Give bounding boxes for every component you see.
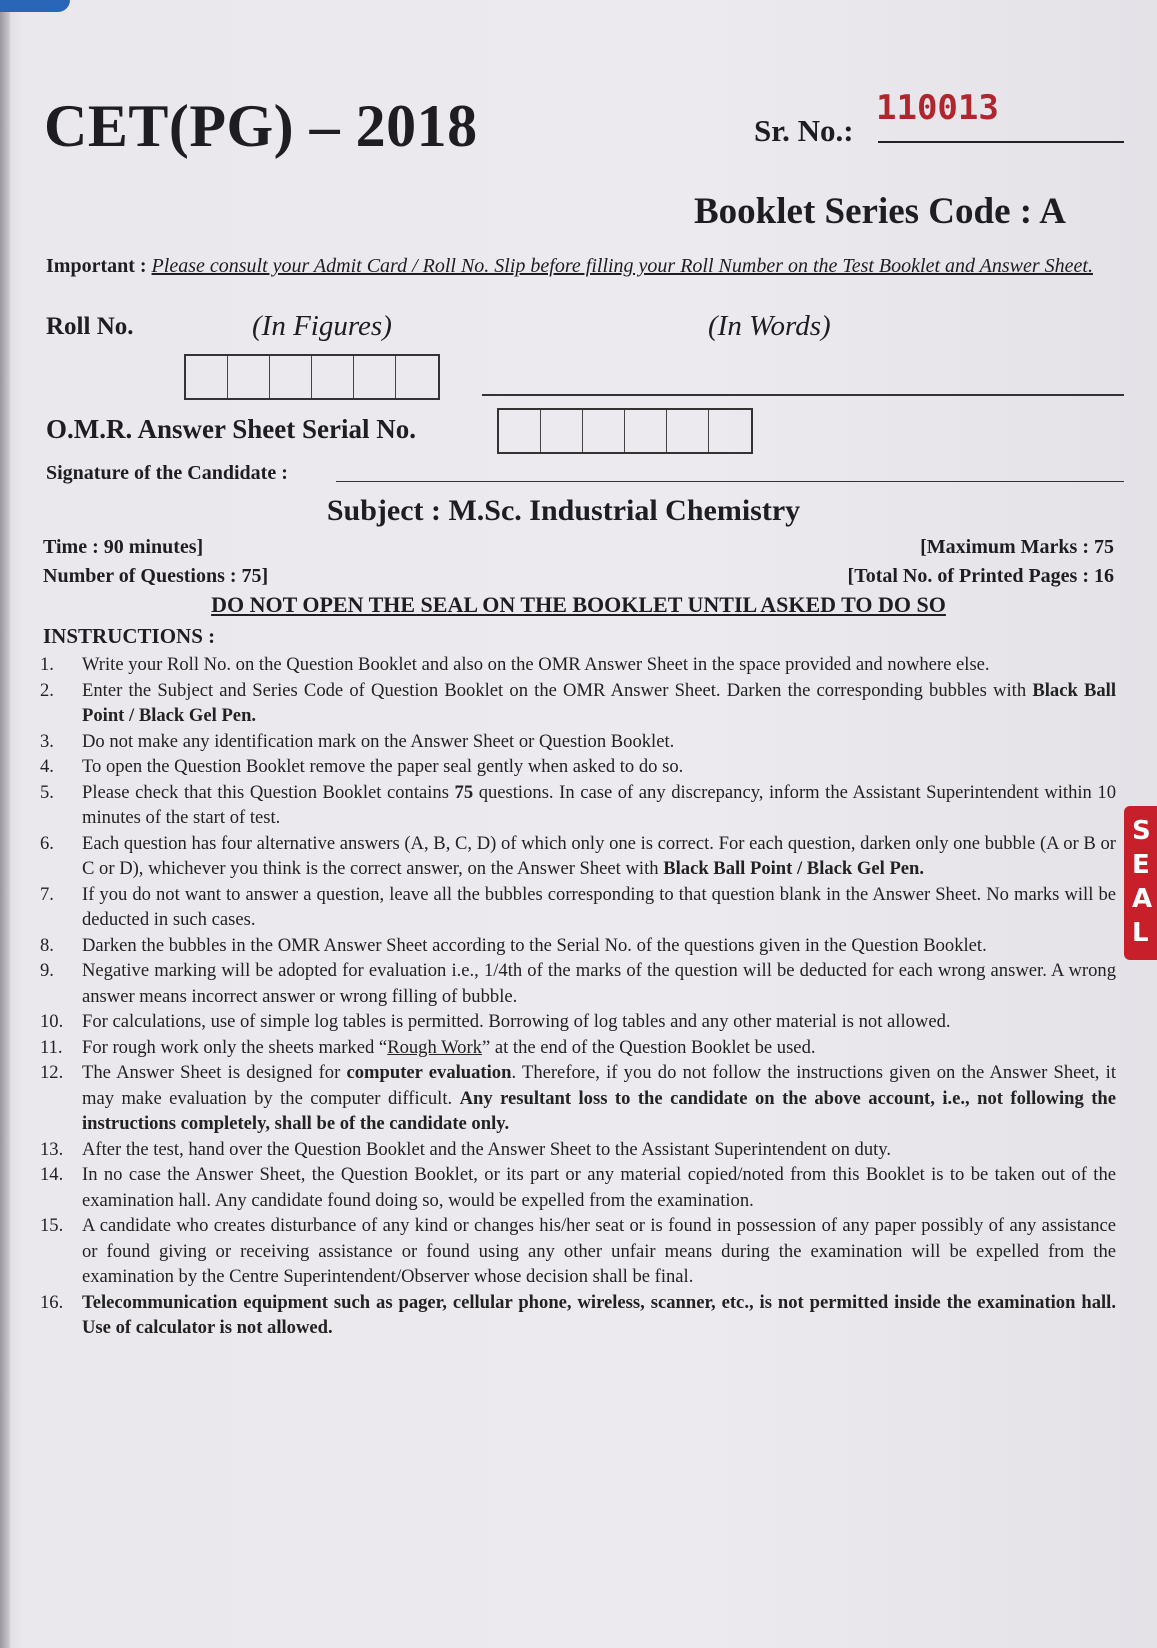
signature-line[interactable] [336,481,1124,482]
question-count-info: Number of Questions : 75] [43,565,269,587]
instruction-text-part: Negative marking will be adopted for evaluation i.e., 1/4th of the marks of the question will be deducted for each wrong answer. A wrong answer means incorrect answer or wrong filling of bubble. [82,960,1116,1007]
roll-digit-box[interactable] [354,356,396,398]
instructions-list [40,652,1116,1341]
instruction-item [40,831,1116,882]
instruction-text-part: For rough work only the sheets marked “ [82,1036,388,1058]
roll-figures-label: (In Figures) [252,310,392,342]
instruction-item [40,882,1116,933]
instruction-text [82,882,1116,933]
instruction-text-part: Please check that this Question Booklet contains [82,781,455,803]
exam-title: CET(PG) – 2018 [44,93,478,159]
instruction-number: 8. [40,934,54,956]
signature-label: Signature of the Candidate : [46,462,288,484]
instruction-text-part: Darken the bubbles in the OMR Answer Sheet according to the Serial No. of the questions given in the Question Booklet. [82,934,987,956]
instruction-text [82,754,1116,780]
instruction-text-part: After the test, hand over the Question Booklet and the Answer Sheet to the Assistant Superintendent on duty. [82,1138,892,1160]
instruction-item [40,754,1116,780]
instruction-number: 6. [40,832,54,854]
omr-serial-label: O.M.R. Answer Sheet Serial No. [46,414,416,444]
instruction-text-part: questions. In case of any discrepancy, inform the Assistant Superintendent within 10 minutes of the start of test. [82,781,1116,828]
omr-digit-box[interactable] [709,410,751,452]
instruction-text-part: If you do not want to answer a question, leave all the bubbles corresponding to that question blank in the Answer Sheet. No marks will be deducted in such cases. [82,883,1116,930]
instruction-text-part: To open the Question Booklet remove the paper seal gently when asked to do so. [82,756,684,777]
instruction-text [82,1213,1116,1290]
instruction-text [82,729,1116,755]
instruction-item [40,1213,1116,1290]
roll-words-label: (In Words) [708,310,831,342]
subject-heading [0,494,1157,528]
instruction-number: 3. [40,730,54,752]
instruction-item [40,652,1116,678]
instruction-number: 1. [40,654,54,675]
instruction-text-part: Enter the Subject and Series Code of Question Booklet on the OMR Answer Sheet. Darken the corresponding bubbles with [82,679,1033,701]
instruction-item [40,1035,1116,1061]
instruction-text [82,652,1116,678]
instruction-text-part: Any resultant loss to the candidate on the above account, i.e., not following the instructions completely, shall be of the candidate only. [82,1087,1116,1134]
instructions-heading: INSTRUCTIONS : [43,624,216,648]
instruction-text [82,1137,1116,1163]
instruction-text-part: Write your Roll No. on the Question Booklet and also on the OMR Answer Sheet in the space provided and nowhere else. [82,654,990,675]
instruction-text-part: computer evaluation [346,1062,512,1083]
omr-digit-box[interactable] [499,410,541,452]
instruction-text-part: ” at the end of the Question Booklet be used. [481,1036,816,1058]
instruction-text [82,1060,1116,1137]
instruction-text [82,780,1116,831]
roll-digit-box[interactable] [270,356,312,398]
omr-digit-box[interactable] [541,410,583,452]
instruction-number: 5. [40,781,54,803]
serial-number-value: 110013 [876,88,999,128]
seal-warning: DO NOT OPEN THE SEAL ON THE BOOKLET UNTIL ASKED TO DO SO [211,592,946,617]
instruction-item [40,1060,1116,1137]
omr-serial-boxes[interactable] [497,408,753,454]
instruction-text-part: Rough Work [387,1036,482,1058]
instruction-text-part: Black Ball Point / Black Gel Pen. [663,858,925,879]
instruction-text [82,831,1116,882]
roll-digit-box[interactable] [186,356,228,398]
instruction-item [40,1009,1116,1035]
instruction-item [40,1290,1116,1341]
instruction-number: 11. [40,1036,63,1058]
instruction-number: 15. [40,1215,64,1236]
instruction-text-part: . Therefore, if you do not follow the instructions given on the Answer Sheet, it may make evaluation by the computer difficult. [82,1062,1117,1109]
instruction-number: 9. [40,960,54,981]
omr-digit-box[interactable] [583,410,625,452]
important-text: Please consult your Admit Card / Roll No. Slip before filling your Roll Number on the Test Booklet and Answer Sheet. [151,255,1093,277]
instruction-number: 4. [40,756,54,777]
instruction-text-part: Do not make any identification mark on the Answer Sheet or Question Booklet. [82,730,675,752]
serial-number-label: Sr. No.: [754,113,854,148]
instruction-number: 16. [40,1291,64,1313]
seal-tab-label: SEAL [1132,816,1153,948]
instruction-number: 12. [40,1062,64,1083]
omr-digit-box[interactable] [667,410,709,452]
roll-number-boxes[interactable] [184,354,440,400]
instruction-text-part: Each question has four alternative answers (A, B, C, D) of which only one is correct. For each question, darken only one bubble (A or B or C or D), whichever you think is the correct answer, on the Answer Sheet with [82,832,1116,879]
instruction-text [82,933,1116,959]
time-info: Time : 90 minutes] [43,536,204,558]
instruction-item [40,678,1116,729]
roll-number-label: Roll No. [46,313,134,340]
instruction-text [82,1162,1116,1213]
instruction-text [82,1290,1116,1341]
instruction-number: 14. [40,1164,64,1185]
instruction-text-part: A candidate who creates disturbance of any kind or changes his/her seat or is found in possession of any paper possibly of any assistance or found giving or receiving assistance or found using any other unfair means during the examination will be expelled from the examination by the Centre Superintendent/Observer whose decision shall be final. [82,1215,1116,1287]
instruction-text-part: Telecommunication equipment such as pager, cellular phone, wireless, scanner, etc., is not permitted inside the examination hall. Use of calculator is not allowed. [82,1291,1116,1338]
instruction-number: 10. [40,1011,64,1032]
corner-mark [0,0,70,12]
important-note [46,251,1116,281]
instruction-item [40,780,1116,831]
subject-text: Subject : M.Sc. Industrial Chemistry [326,494,801,527]
max-marks-info: [Maximum Marks : 75 [920,536,1114,558]
instruction-text-part: In no case the Answer Sheet, the Question Booklet, or its part or any material copied/noted from this Booklet is to be taken out of the examination hall. Any candidate found doing so, would be expelled from the examination. [82,1164,1116,1211]
booklet-series-code: Booklet Series Code : A [694,191,1067,232]
instruction-item [40,958,1116,1009]
instruction-number: 7. [40,883,54,905]
page-left-edge [0,0,10,1648]
instruction-item [40,933,1116,959]
instruction-text [82,958,1116,1009]
roll-digit-box[interactable] [396,356,438,398]
instruction-text-part: For calculations, use of simple log tables is permitted. Borrowing of log tables and any other material is not allowed. [82,1011,951,1032]
serial-number-underline [878,141,1124,143]
instruction-text [82,678,1116,729]
instruction-text-part: The Answer Sheet is designed for [82,1062,347,1083]
printed-pages-info: [Total No. of Printed Pages : 16 [847,565,1114,587]
roll-words-line[interactable] [482,394,1124,396]
omr-digit-box[interactable] [625,410,667,452]
important-label: Important : [46,255,147,277]
instruction-text-part: Black Ball Point / Black Gel Pen. [82,679,1116,726]
instruction-text-part: 75 [454,781,474,803]
instruction-text [82,1009,1116,1035]
roll-digit-box[interactable] [228,356,270,398]
instruction-text [82,1035,1116,1061]
instruction-number: 13. [40,1138,64,1160]
roll-digit-box[interactable] [312,356,354,398]
instruction-item [40,1162,1116,1213]
instruction-item [40,729,1116,755]
instruction-number: 2. [40,679,54,701]
instruction-item [40,1137,1116,1163]
